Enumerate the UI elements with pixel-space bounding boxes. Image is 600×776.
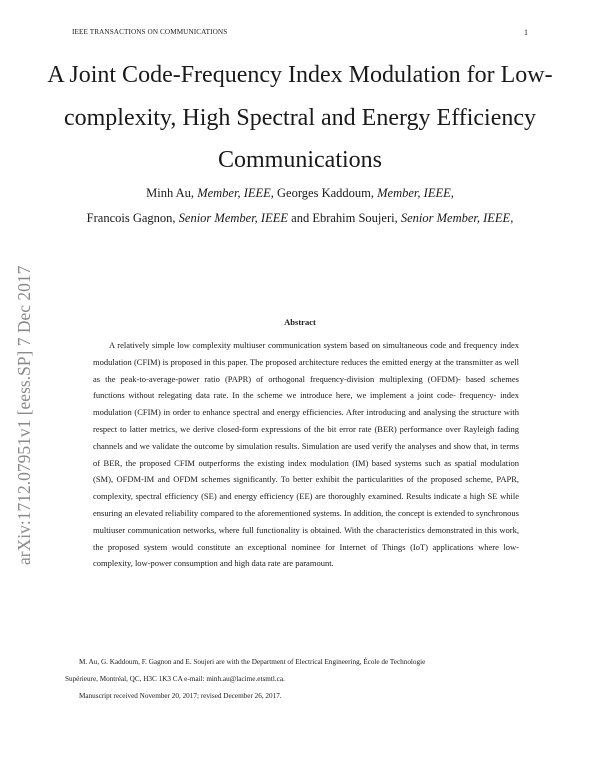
author-role: Senior Member, IEEE, [400, 210, 514, 225]
paper-title: A Joint Code-Frequency Index Modulation for Low-complexity, High Spectral and Energy Efficiency Communications [47, 62, 553, 173]
author-name: Minh Au, [146, 186, 198, 200]
abstract-heading: Abstract [284, 317, 316, 327]
author-name: Georges Kaddoum, [273, 186, 378, 200]
author-role: Member, IEEE, [197, 186, 274, 200]
author-name: and Ebrahim Soujeri, [288, 210, 401, 225]
footnote-manuscript: Manuscript received November 20, 2017; revised December 26, 2017. [79, 692, 282, 700]
page-number: 1 [524, 28, 528, 37]
author-name: Francois Gagnon, [86, 210, 179, 225]
author-list [85, 181, 515, 230]
abstract-body: A relatively simple low complexity multiuser communication system based on simultaneous code and frequency index modulation (CFIM) is proposed in this paper. The proposed architecture reduces the emitted energy at the transmitter as well as the peak-to-average-power ratio (PAPR) of orthogonal frequency-division multiplexing (OFDM)- based schemes functions without relegating data rate. In the scheme we introduce here, we implement a joint code- frequency- index modulation (CFIM) in order to enhance spectral and energy efficiencies. After introducing and analysing the structure with respect to latter metrics, we derive closed-form expressions of the bit error rate (BER) performance over Rayleigh fading channels and we validate the outcome by simulation results. Simulation are used verify the analyses and show that, in terms of BER, the proposed CFIM outperforms the existing index modulation (IM) based systems such as spatial modulation (SM), OFDM-IM and OFDM schemes significantly. To better exhibit the particularities of the proposed scheme, PAPR, complexity, spectral efficiency (SE) and energy efficiency (EE) are thoroughly examined. Results indicate a high SE while ensuring an elevated reliability compared to the aforementioned systems. In addition, the concept is extended to synchronous multiuser communication networks, where full functionality is obtained. With the characteristics demonstrated in this work, the proposed system would constitute an exceptional nominee for Internet of Things (IoT) applications where low-complexity, low-power consumption and high data rate are paramount. [93, 340, 519, 569]
footnote-affiliation-cont: Supérieure, Montréal, QC, H3C 1K3 CA e-mail: minh.au@lacime.etsmtl.ca. [65, 675, 285, 683]
author-role: Member, IEEE, [377, 186, 454, 200]
author-role: Senior Member, IEEE [178, 210, 289, 225]
footnote-affiliation: M. Au, G. Kaddoum, F. Gagnon and E. Soujeri are with the Department of Electrical Engineering, École de Technologie [79, 658, 426, 666]
running-header: IEEE TRANSACTIONS ON COMMUNICATIONS [72, 28, 228, 36]
arxiv-stamp: arXiv:1712.07951v1 [eess.SP] 7 Dec 2017 [14, 265, 34, 565]
